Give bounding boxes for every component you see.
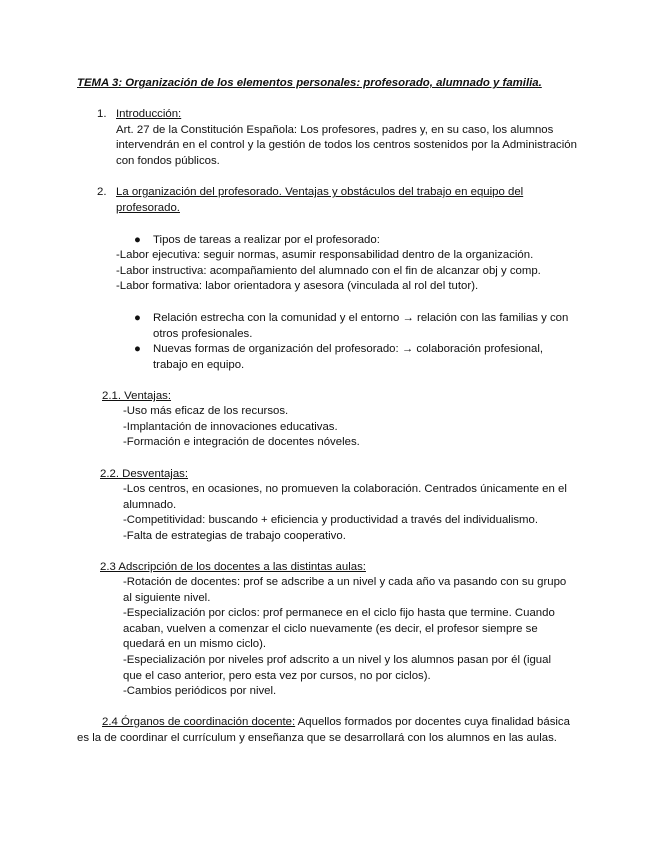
- desventaja-item: -Los centros, en ocasiones, no promueven la colaboración. Centrados únicamente en el alumnado.: [123, 483, 567, 511]
- ventaja-item: -Uso más eficaz de los recursos.: [123, 405, 289, 417]
- desventaja-item: -Competitividad: buscando + eficiencia y productividad a través del individualismo.: [123, 514, 539, 527]
- ventaja-item: -Implantación de innovaciones educativas.: [123, 420, 338, 433]
- ventaja-item: -Formación e integración de docentes nóveles.: [123, 436, 360, 449]
- bullet-nuevas-formas-text: Nuevas formas de organización del profesorado: → colaboración profesional, trabajo en equipo.: [153, 343, 544, 371]
- task-list: [116, 248, 616, 295]
- section-1-number: 1.: [97, 108, 107, 120]
- bullet-tareas: [134, 233, 573, 249]
- section-2-4-heading: 2.4 Órganos de coordinación docente:: [102, 716, 296, 728]
- section-2-4: [77, 715, 582, 746]
- adscripcion-item: -Especialización por niveles prof adscrito a un nivel y los alumnos pasan por él (igual que el caso anterior, pero esta vez por cursos, no por ciclos).: [123, 653, 552, 682]
- desventaja-item: -Falta de estrategias de trabajo cooperativo.: [123, 529, 346, 542]
- task-item: -Labor formativa: labor orientadora y asesora (vinculada al rol del tutor).: [116, 280, 479, 293]
- bullet-tareas-text: Tipos de tareas a realizar por el profesorado:: [153, 234, 380, 246]
- adscripcion-list: [123, 575, 573, 700]
- section-2-4-text: Aquellos formados por docentes cuya finalidad básica es la de coordinar el currículum y enseñanza que se desarrollará con los alumnos en las aulas.: [77, 716, 570, 744]
- section-2-1-heading: [102, 389, 171, 405]
- section-1-text: Art. 27 de la Constitución Española: Los profesores, padres y, en su caso, los alumnos intervendrán en el control y la gestión de todos los centros sostenidos por la Administración con fondos públicos.: [116, 123, 577, 167]
- section-2-3-heading: [100, 560, 366, 576]
- adscripcion-item: -Rotación de docentes: prof se adscribe a un nivel y cada año va pasando con su grupo al siguiente nivel.: [123, 576, 567, 604]
- section-2-2-heading: [100, 467, 188, 483]
- desventajas-list: [123, 482, 573, 544]
- section-2-2-heading-text: 2.2. Desventajas:: [100, 468, 189, 480]
- adscripcion-item: -Cambios periódicos por nivel.: [123, 685, 277, 698]
- bullet-list-2: [134, 311, 573, 373]
- bullet-relacion-text: Relación estrecha con la comunidad y el entorno → relación con las familias y con otros profesionales.: [153, 312, 569, 340]
- section-2-1-heading-text: 2.1. Ventajas:: [102, 390, 172, 402]
- bullet-icon: ●: [134, 312, 141, 324]
- document-title: TEMA 3: Organización de los elementos personales: profesorado, alumnado y familia.: [77, 77, 542, 89]
- section-2-number: 2.: [97, 186, 107, 198]
- section-1-heading: Introducción:: [116, 108, 182, 120]
- section-2-heading: [116, 185, 556, 216]
- bullet-icon: ●: [134, 234, 141, 246]
- task-item: -Labor instructiva: acompañamiento del alumnado con el fin de alcanzar obj y comp.: [116, 264, 541, 277]
- section-1: [116, 107, 586, 169]
- section-2-heading-text: La organización del profesorado. Ventajas y obstáculos del trabajo en equipo del profesorado.: [116, 186, 524, 214]
- bullet-icon: ●: [134, 343, 141, 356]
- ventajas-list: [123, 404, 583, 451]
- adscripcion-item: -Especialización por ciclos: prof permanece en el ciclo fijo hasta que termine. Cuando acaban, vuelven a comenzar el ciclo nuevamente (es decir, el profesor siempre se quedará en un mismo ciclo).: [123, 607, 555, 651]
- section-2-3-heading-text: 2.3 Adscripción de los docentes a las distintas aulas:: [100, 561, 366, 573]
- task-item: -Labor ejecutiva: seguir normas, asumir responsabilidad dentro de la organización.: [116, 249, 534, 261]
